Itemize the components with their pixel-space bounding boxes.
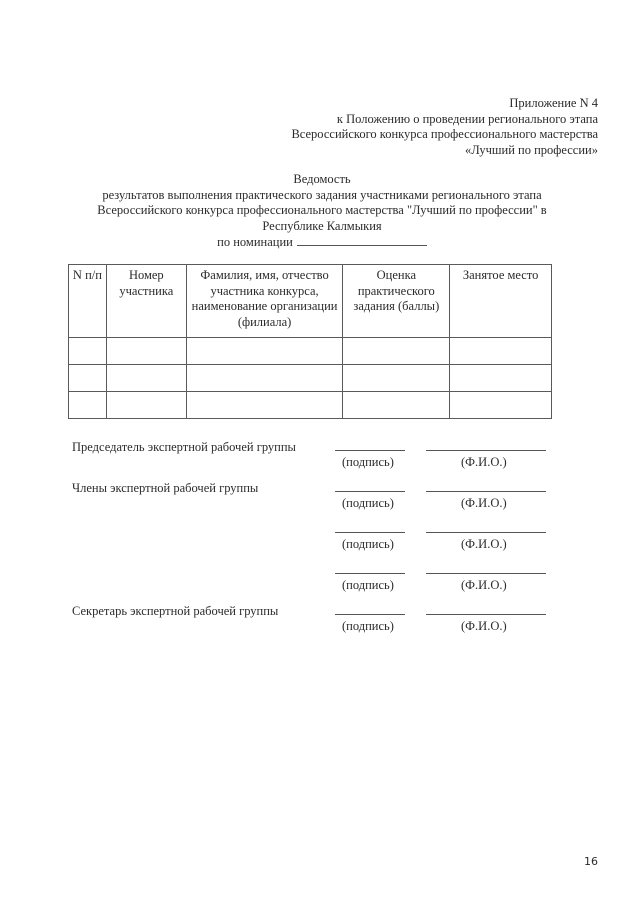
table-cell (343, 392, 450, 419)
table-cell (450, 392, 552, 419)
table-cell (69, 338, 107, 365)
table-cell (343, 338, 450, 365)
document-title (60, 172, 584, 251)
signature-label: Члены экспертной рабочей группы (72, 481, 259, 495)
title-line: Всероссийского конкурса профессионального мастерства "Лучший по профессии" в (97, 203, 547, 217)
table-cell (186, 365, 343, 392)
signature-row-member (72, 522, 552, 563)
full-name-caption: (Ф.И.О.) (461, 578, 507, 592)
header-cell-participant-number: Номер участника (106, 265, 186, 338)
full-name-line (426, 614, 546, 615)
results-table (68, 264, 552, 419)
header-cell-score: Оценка практического задания (баллы) (343, 265, 450, 338)
signature-line (335, 450, 405, 451)
signatures-section (72, 440, 552, 645)
table-cell (450, 338, 552, 365)
title-line: результатов выполнения практического задания участниками регионального этапа (102, 187, 542, 202)
signature-label: Секретарь экспертной рабочей группы (72, 604, 279, 618)
title-heading: Ведомость (293, 172, 351, 186)
header-cell-full-name: Фамилия, имя, отчество участника конкурса, наименование организации (филиала) (186, 265, 343, 338)
full-name-caption: (Ф.И.О.) (461, 455, 507, 469)
appendix-line: Всероссийского конкурса профессионального мастерства (291, 127, 598, 141)
nomination-label: по номинации (217, 235, 293, 249)
table-row (69, 392, 552, 419)
nomination-row (60, 234, 584, 251)
table-cell (69, 392, 107, 419)
signature-caption: (подпись) (342, 537, 394, 551)
header-cell-place: Занятое место (450, 265, 552, 338)
table-cell (69, 365, 107, 392)
table-cell (106, 392, 186, 419)
full-name-line (426, 573, 546, 574)
page-number: 16 (584, 855, 598, 868)
signature-line (335, 573, 405, 574)
signature-caption: (подпись) (342, 455, 394, 469)
appendix-header (291, 96, 598, 158)
signature-row-members (72, 481, 552, 522)
appendix-line: «Лучший по профессии» (464, 142, 598, 157)
signature-row-member (72, 563, 552, 604)
appendix-line: Приложение N 4 (509, 96, 598, 110)
title-line: Республике Калмыкия (262, 218, 382, 233)
signature-caption: (подпись) (342, 578, 394, 592)
table-header-row (69, 265, 552, 338)
full-name-line (426, 491, 546, 492)
signature-line (335, 491, 405, 492)
table-cell (186, 338, 343, 365)
full-name-line (426, 532, 546, 533)
header-cell-number: N п/п (69, 265, 107, 338)
signature-caption: (подпись) (342, 619, 394, 633)
table-cell (106, 365, 186, 392)
signature-caption: (подпись) (342, 496, 394, 510)
signature-line (335, 614, 405, 615)
full-name-caption: (Ф.И.О.) (461, 619, 507, 633)
signature-label: Председатель экспертной рабочей группы (72, 440, 296, 454)
signature-row-chairman (72, 440, 552, 481)
table-cell (186, 392, 343, 419)
signature-row-secretary (72, 604, 552, 645)
full-name-caption: (Ф.И.О.) (461, 496, 507, 510)
signature-line (335, 532, 405, 533)
table-cell (343, 365, 450, 392)
full-name-line (426, 450, 546, 451)
table-cell (450, 365, 552, 392)
appendix-line: к Положению о проведении регионального этапа (336, 111, 598, 126)
table-row (69, 365, 552, 392)
table-cell (106, 338, 186, 365)
nomination-fill-line (297, 234, 427, 246)
table-row (69, 338, 552, 365)
full-name-caption: (Ф.И.О.) (461, 537, 507, 551)
